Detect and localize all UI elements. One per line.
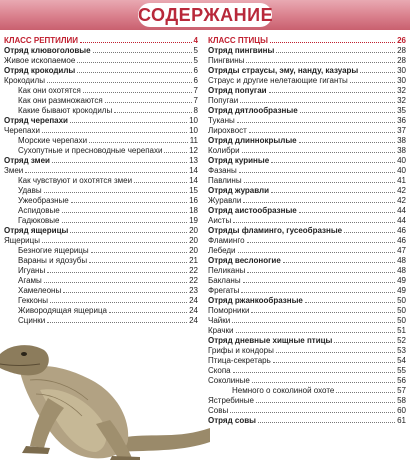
dot-leader <box>258 422 395 423</box>
dot-leader <box>251 312 395 313</box>
toc-left-column <box>4 36 198 326</box>
dot-leader <box>350 82 395 83</box>
dot-leader <box>164 152 187 153</box>
toc-entry-title: Гекконы <box>18 296 48 305</box>
toc-entry-page: 40 <box>397 156 406 165</box>
toc-entry <box>4 96 198 106</box>
toc-entry-page: 16 <box>189 196 198 205</box>
dot-leader <box>276 52 395 53</box>
toc-entry-title: Отряды страусы, эму, нанду, казуары <box>208 66 359 75</box>
toc-entry-page: 50 <box>397 306 406 315</box>
toc-entry-page: 7 <box>193 86 198 95</box>
toc-entry-page: 35 <box>397 106 406 115</box>
toc-entry-page: 32 <box>397 96 406 105</box>
toc-entry-title: Грифы и кондоры <box>208 346 274 355</box>
toc-entry <box>208 276 406 286</box>
toc-entry <box>208 206 406 216</box>
dot-leader <box>42 242 187 243</box>
toc-entry-title: Ужеобразные <box>18 196 69 205</box>
dot-leader <box>77 72 191 73</box>
toc-entry-title: Отряд журавли <box>208 186 270 195</box>
dot-leader <box>89 142 188 143</box>
toc-entry-title: Фламинго <box>208 236 245 245</box>
toc-entry <box>4 46 198 56</box>
toc-entry-page: 57 <box>397 386 406 395</box>
dot-leader <box>89 262 187 263</box>
toc-entry <box>208 116 406 126</box>
dot-leader <box>244 182 396 183</box>
dot-leader <box>305 302 395 303</box>
toc-entry <box>4 176 198 186</box>
toc-entry <box>4 166 198 176</box>
toc-entry <box>4 136 198 146</box>
toc-entry <box>208 386 406 396</box>
toc-entry-page: 6 <box>193 76 198 85</box>
toc-entry <box>4 156 198 166</box>
toc-entry-title: Сцинки <box>18 316 46 325</box>
dot-leader <box>91 252 187 253</box>
toc-entry-title: Отряд клювоголовые <box>4 46 91 55</box>
toc-entry-title: Змеи <box>4 166 24 175</box>
toc-entry-page: 20 <box>189 226 198 235</box>
dot-leader <box>270 42 395 43</box>
toc-entry <box>4 296 198 306</box>
toc-entry-title: Павлины <box>208 176 242 185</box>
toc-entry-page: 13 <box>189 156 198 165</box>
toc-entry-title: Бакланы <box>208 276 241 285</box>
dot-leader <box>273 362 395 363</box>
toc-entry-page: 55 <box>397 366 406 375</box>
toc-entry-title: Безногие ящерицы <box>18 246 89 255</box>
dot-leader <box>50 302 187 303</box>
toc-entry-title: Отряд дятлообразные <box>208 106 298 115</box>
toc-entry <box>208 126 406 136</box>
toc-entry-page: 38 <box>397 136 406 145</box>
toc-entry <box>208 66 406 76</box>
dot-leader <box>233 372 395 373</box>
toc-entry-page: 21 <box>189 256 198 265</box>
toc-entry-title: Поморники <box>208 306 250 315</box>
toc-entry-page: 44 <box>397 206 406 215</box>
toc-entry-page: 4 <box>193 36 198 45</box>
toc-entry <box>208 256 406 266</box>
dot-leader <box>271 162 395 163</box>
toc-entry <box>4 186 198 196</box>
dot-leader <box>240 102 395 103</box>
toc-entry <box>208 316 406 326</box>
toc-entry-title: Как они размножаются <box>18 96 103 105</box>
toc-entry-title: Аспидовые <box>18 206 60 215</box>
lizard-illustration <box>0 320 210 460</box>
dot-leader <box>283 262 395 263</box>
toc-entry-title: Отряд длиннокрылые <box>208 136 297 145</box>
toc-entry-title: Крокодилы <box>4 76 45 85</box>
toc-entry-page: 49 <box>397 286 406 295</box>
toc-entry <box>208 56 406 66</box>
dot-leader <box>230 412 395 413</box>
dot-leader <box>71 202 187 203</box>
toc-entry-title: Отряд змеи <box>4 156 50 165</box>
toc-entry <box>4 216 198 226</box>
toc-entry-page: 8 <box>193 106 198 115</box>
toc-entry-page: 20 <box>189 246 198 255</box>
dot-leader <box>239 172 395 173</box>
toc-entry <box>208 216 406 226</box>
toc-entry <box>4 66 198 76</box>
dot-leader <box>269 92 396 93</box>
toc-entry <box>208 136 406 146</box>
toc-entry-page: 12 <box>189 146 198 155</box>
toc-entry-title: Гадюковые <box>18 216 60 225</box>
dot-leader <box>70 232 187 233</box>
toc-entry-page: 28 <box>397 46 406 55</box>
dot-leader <box>44 192 188 193</box>
dot-leader <box>247 242 396 243</box>
dot-leader <box>236 332 396 333</box>
toc-entry-page: 36 <box>397 116 406 125</box>
toc-entry-title: Отряд ржанкообразные <box>208 296 303 305</box>
toc-entry-page: 30 <box>397 66 406 75</box>
toc-entry <box>208 106 406 116</box>
toc-entry-page: 37 <box>397 126 406 135</box>
toc-entry <box>4 206 198 216</box>
toc-entry <box>4 246 198 256</box>
toc-entry-page: 42 <box>397 196 406 205</box>
dot-leader <box>300 112 395 113</box>
toc-entry-title: Немного о соколиной охоте <box>232 386 335 395</box>
toc-entry-title: Чайки <box>208 316 231 325</box>
toc-entry-page: 52 <box>397 336 406 345</box>
toc-entry-title: Лирохвост <box>208 126 247 135</box>
dot-leader <box>243 202 395 203</box>
toc-entry-title: КЛАСС ПТИЦЫ <box>208 36 268 45</box>
toc-entry <box>4 36 198 46</box>
dot-leader <box>83 92 192 93</box>
toc-entry-page: 14 <box>189 166 198 175</box>
toc-entry <box>208 186 406 196</box>
toc-entry-title: Страус и другие нелетающие гиганты <box>208 76 348 85</box>
dot-leader <box>52 162 187 163</box>
toc-entry-title: Ящерицы <box>4 236 40 245</box>
toc-entry-page: 51 <box>397 326 406 335</box>
toc-entry <box>208 266 406 276</box>
toc-entry-title: Фрегаты <box>208 286 240 295</box>
toc-entry <box>4 106 198 116</box>
toc-entry-page: 15 <box>189 186 198 195</box>
dot-leader <box>114 112 191 113</box>
toc-entry-page: 22 <box>189 266 198 275</box>
toc-entry <box>4 196 198 206</box>
toc-entry <box>208 246 406 256</box>
toc-right-column <box>208 36 406 426</box>
dot-leader <box>241 292 395 293</box>
dot-leader <box>109 312 187 313</box>
toc-entry-page: 58 <box>397 396 406 405</box>
toc-entry-page: 32 <box>397 86 406 95</box>
toc-entry-title: Черепахи <box>4 126 40 135</box>
toc-entry-page: 7 <box>193 96 198 105</box>
toc-entry-title: Морские черепахи <box>18 136 88 145</box>
toc-entry <box>208 346 406 356</box>
toc-entry-title: Аисты <box>208 216 232 225</box>
toc-entry <box>4 146 198 156</box>
toc-entry-page: 60 <box>397 406 406 415</box>
toc-entry <box>4 56 198 66</box>
toc-entry-page: 11 <box>189 136 198 145</box>
toc-entry <box>208 366 406 376</box>
toc-entry-title: Попугаи <box>208 96 239 105</box>
toc-entry-title: Ястребиные <box>208 396 254 405</box>
dot-leader <box>47 272 187 273</box>
toc-entry-title: Отряд пингвины <box>208 46 275 55</box>
dot-leader <box>252 382 395 383</box>
toc-entry-page: 18 <box>189 206 198 215</box>
toc-entry <box>4 256 198 266</box>
toc-entry-page: 49 <box>397 276 406 285</box>
toc-entry-title: Отряд аистообразные <box>208 206 297 215</box>
toc-entry-title: Отряд крокодилы <box>4 66 76 75</box>
toc-entry-page: 61 <box>397 416 406 425</box>
toc-entry-page: 24 <box>189 296 198 305</box>
toc-entry-title: КЛАСС РЕПТИЛИИ <box>4 36 79 45</box>
dot-leader <box>237 122 395 123</box>
toc-entry-page: 46 <box>397 226 406 235</box>
toc-entry <box>208 336 406 346</box>
dot-leader <box>242 152 396 153</box>
toc-entry <box>208 76 406 86</box>
toc-entry-title: Фазаны <box>208 166 237 175</box>
dot-leader <box>276 352 395 353</box>
toc-entry <box>208 86 406 96</box>
toc-entry-title: Птица-секретарь <box>208 356 271 365</box>
toc-entry-page: 22 <box>189 276 198 285</box>
dot-leader <box>246 62 395 63</box>
toc-entry <box>208 296 406 306</box>
dot-leader <box>25 172 187 173</box>
toc-entry-title: Как чувствуют и охотятся змеи <box>18 176 133 185</box>
toc-entry <box>208 176 406 186</box>
toc-entry-page: 54 <box>397 356 406 365</box>
toc-entry-title: Сухопутные и пресноводные черепахи <box>18 146 163 155</box>
toc-entry-page: 46 <box>397 236 406 245</box>
toc-entry <box>208 146 406 156</box>
toc-entry-page: 50 <box>397 296 406 305</box>
toc-entry <box>208 156 406 166</box>
toc-entry-title: Живородящая ящерица <box>18 306 107 315</box>
toc-entry <box>4 86 198 96</box>
toc-entry <box>208 166 406 176</box>
toc-entry-page: 23 <box>189 286 198 295</box>
toc-entry <box>208 406 406 416</box>
toc-entry-page: 26 <box>397 36 406 45</box>
dot-leader <box>232 322 395 323</box>
dot-leader <box>47 82 192 83</box>
toc-entry-title: Отряд попугаи <box>208 86 267 95</box>
dot-leader <box>238 252 396 253</box>
toc-entry <box>208 396 406 406</box>
toc-entry-page: 47 <box>397 246 406 255</box>
dot-leader <box>70 122 187 123</box>
dot-leader <box>80 42 192 43</box>
toc-entry <box>208 196 406 206</box>
toc-entry-title: Живое ископаемое <box>4 56 76 65</box>
toc-entry-title: Совы <box>208 406 229 415</box>
toc-entry-page: 20 <box>189 236 198 245</box>
toc-entry-page: 44 <box>397 216 406 225</box>
dot-leader <box>63 292 187 293</box>
toc-entry <box>208 416 406 426</box>
dot-leader <box>256 402 395 403</box>
toc-entry <box>208 376 406 386</box>
dot-leader <box>243 282 396 283</box>
toc-entry-title: Пеликаны <box>208 266 246 275</box>
toc-entry <box>4 226 198 236</box>
toc-entry-page: 5 <box>193 56 198 65</box>
toc-entry-page: 48 <box>397 266 406 275</box>
toc-entry-title: Колибри <box>208 146 240 155</box>
dot-leader <box>249 132 395 133</box>
toc-entry <box>208 356 406 366</box>
toc-entry-title: Скопа <box>208 366 231 375</box>
dot-leader <box>299 142 395 143</box>
toc-entry <box>208 226 406 236</box>
dot-leader <box>360 72 395 73</box>
dot-leader <box>344 232 395 233</box>
toc-entry <box>208 306 406 316</box>
dot-leader <box>62 222 188 223</box>
toc-entry-title: Отряды фламинго, гусеобразные <box>208 226 343 235</box>
toc-entry-page: 30 <box>397 76 406 85</box>
toc-entry <box>208 326 406 336</box>
toc-entry-page: 56 <box>397 376 406 385</box>
dot-leader <box>93 52 192 53</box>
dot-leader <box>271 192 395 193</box>
dot-leader <box>77 62 191 63</box>
dot-leader <box>42 132 187 133</box>
toc-entry-title: Агамы <box>18 276 42 285</box>
toc-entry-page: 40 <box>397 166 406 175</box>
toc-entry-title: Отряд ящерицы <box>4 226 69 235</box>
toc-entry-title: Журавли <box>208 196 242 205</box>
dot-leader <box>336 392 395 393</box>
toc-entry-title: Удавы <box>18 186 42 195</box>
toc-entry <box>208 236 406 246</box>
toc-entry-title: Вараны и ядозубы <box>18 256 88 265</box>
toc-entry <box>4 276 198 286</box>
toc-entry-page: 42 <box>397 186 406 195</box>
toc-entry-page: 10 <box>189 116 198 125</box>
toc-entry-page: 41 <box>397 176 406 185</box>
dot-leader <box>134 182 187 183</box>
page-title: СОДЕРЖАНИЕ <box>138 5 274 25</box>
toc-entry-title: Отряд веслоногие <box>208 256 281 265</box>
toc-entry <box>4 116 198 126</box>
toc-entry <box>4 266 198 276</box>
toc-entry <box>4 306 198 316</box>
toc-entry-title: Как они охотятся <box>18 86 81 95</box>
toc-entry-title: Соколиные <box>208 376 250 385</box>
toc-entry <box>4 286 198 296</box>
toc-entry-page: 28 <box>397 56 406 65</box>
toc-entry-title: Крачки <box>208 326 234 335</box>
toc-entry-page: 14 <box>189 176 198 185</box>
toc-entry <box>4 76 198 86</box>
toc-entry-title: Пингвины <box>208 56 245 65</box>
toc-entry-page: 5 <box>193 46 198 55</box>
toc-entry-page: 24 <box>189 306 198 315</box>
toc-entry <box>4 236 198 246</box>
dot-leader <box>62 212 187 213</box>
toc-entry-title: Хамелеоны <box>18 286 62 295</box>
toc-entry <box>208 36 406 46</box>
dot-leader <box>44 282 187 283</box>
dot-leader <box>105 102 192 103</box>
toc-entry-page: 53 <box>397 346 406 355</box>
toc-entry-page: 10 <box>189 126 198 135</box>
dot-leader <box>233 222 395 223</box>
dot-leader <box>334 342 395 343</box>
toc-entry-page: 24 <box>189 316 198 325</box>
toc-entry-title: Туканы <box>208 116 235 125</box>
toc-entry-page: 6 <box>193 66 198 75</box>
toc-entry <box>208 46 406 56</box>
toc-entry-page: 50 <box>397 316 406 325</box>
toc-entry <box>4 126 198 136</box>
toc-entry-page: 48 <box>397 256 406 265</box>
toc-entry-title: Игуаны <box>18 266 46 275</box>
dot-leader <box>247 272 395 273</box>
toc-entry-title: Какие бывают крокодилы <box>18 106 113 115</box>
toc-entry-title: Лебеди <box>208 246 236 255</box>
toc-entry <box>208 286 406 296</box>
toc-entry <box>208 96 406 106</box>
toc-entry-title: Отряд совы <box>208 416 256 425</box>
toc-entry-page: 38 <box>397 146 406 155</box>
toc-entry-title: Отряд черепахи <box>4 116 68 125</box>
toc-entry-title: Отряд куриные <box>208 156 270 165</box>
toc-entry-title: Отряд дневные хищные птицы <box>208 336 333 345</box>
dot-leader <box>299 212 395 213</box>
toc-entry-page: 19 <box>189 216 198 225</box>
